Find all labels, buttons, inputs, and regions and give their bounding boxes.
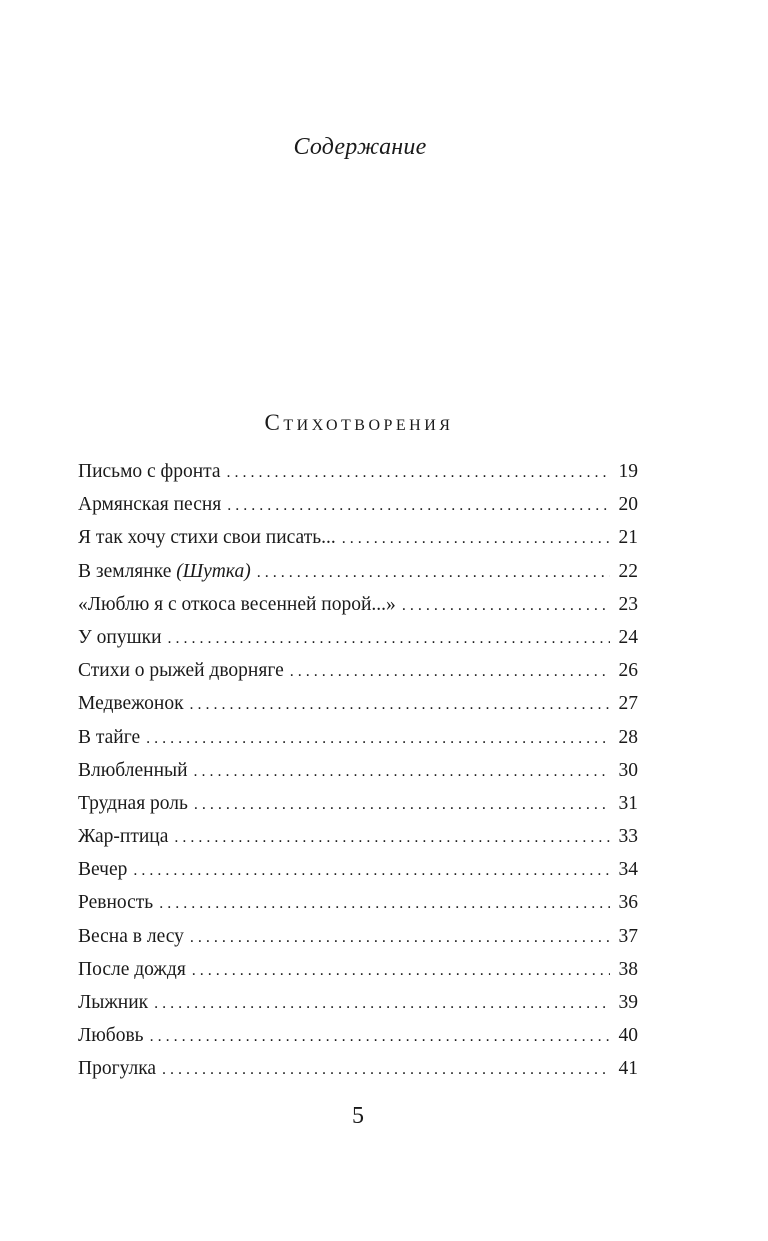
toc-entry-title: Вечер xyxy=(78,859,128,881)
toc-leader-dots xyxy=(159,887,610,920)
toc-entry[interactable] xyxy=(78,555,638,588)
toc-leader-dots xyxy=(133,854,610,887)
toc-entry-title: Армянская песня xyxy=(78,494,222,516)
toc-entry-subtitle: (Шутка) xyxy=(176,560,251,582)
toc-entry-page: 39 xyxy=(618,992,638,1013)
toc-entry-title: Ревность xyxy=(78,892,154,914)
toc-leader-dots xyxy=(190,921,610,954)
section-title: Стихотворения xyxy=(264,410,454,435)
toc-leader-dots xyxy=(342,522,610,555)
toc-entry[interactable] xyxy=(78,654,638,687)
page-number: 5 xyxy=(352,1103,364,1129)
toc-entry-page: 38 xyxy=(618,958,638,980)
toc-entry-page: 30 xyxy=(618,759,638,781)
toc-leader-dots xyxy=(227,489,610,522)
toc-entry[interactable] xyxy=(78,588,638,621)
toc-entry[interactable] xyxy=(78,1019,638,1052)
toc-entry-page: 21 xyxy=(618,527,638,549)
toc-entry-title: Письмо с фронта xyxy=(78,461,221,482)
toc-entry-page: 40 xyxy=(618,1025,638,1047)
toc-entry[interactable] xyxy=(78,754,638,787)
toc-entry-title: Трудная роль xyxy=(78,792,188,814)
toc-entry-title: Любовь xyxy=(78,1025,144,1047)
toc-leader-dots xyxy=(154,987,610,1020)
toc-leader-dots xyxy=(194,755,610,788)
toc-entry-page: 26 xyxy=(618,660,638,682)
toc-entry-page: 28 xyxy=(618,726,638,748)
toc-entry-page: 24 xyxy=(618,626,638,648)
toc-entry-page: 22 xyxy=(618,560,638,582)
toc-leader-dots xyxy=(227,456,610,489)
table-of-contents xyxy=(78,455,638,1086)
toc-entry-title: Жар-птица xyxy=(78,826,169,848)
toc-entry[interactable] xyxy=(78,621,638,654)
toc-entry-title: После дождя xyxy=(78,958,186,980)
toc-entry-title: Медвежонок xyxy=(78,693,184,715)
toc-entry-page: 31 xyxy=(618,792,638,814)
toc-entry-title: «Люблю я с откоса весенней порой...» xyxy=(78,593,396,615)
toc-entry-title: Весна в лесу xyxy=(78,925,184,947)
toc-entry[interactable] xyxy=(78,521,638,554)
toc-entry-title: Влюбленный xyxy=(78,759,188,781)
toc-entry-page: 36 xyxy=(618,892,638,914)
toc-leader-dots xyxy=(257,556,610,589)
toc-entry[interactable] xyxy=(78,986,638,1019)
toc-leader-dots xyxy=(150,1020,610,1053)
toc-entry-page: 27 xyxy=(618,693,638,715)
toc-entry[interactable] xyxy=(78,687,638,720)
toc-leader-dots xyxy=(146,722,610,755)
toc-entry-title: В тайге xyxy=(78,726,141,748)
toc-entry[interactable] xyxy=(78,953,638,986)
toc-entry-title: В землянке (Шутка) xyxy=(78,560,251,582)
toc-entry-page: 37 xyxy=(618,925,638,947)
toc-entry-title: У опушки xyxy=(78,626,162,648)
toc-entry[interactable] xyxy=(78,455,638,488)
toc-leader-dots xyxy=(192,954,610,987)
toc-entry-page: 20 xyxy=(618,494,638,516)
toc-entry-title: Я так хочу стихи свои писать... xyxy=(78,527,336,549)
toc-leader-dots xyxy=(194,788,610,821)
toc-entry[interactable] xyxy=(78,787,638,820)
toc-entry-page: 41 xyxy=(618,1058,638,1080)
toc-entry[interactable] xyxy=(78,920,638,953)
toc-entry[interactable] xyxy=(78,721,638,754)
page-title: Содержание xyxy=(293,134,427,160)
toc-leader-dots xyxy=(162,1053,610,1086)
toc-entry[interactable] xyxy=(78,488,638,521)
toc-entry-title: Лыжник xyxy=(78,992,149,1013)
toc-leader-dots xyxy=(174,821,610,854)
toc-leader-dots xyxy=(290,655,610,688)
toc-leader-dots xyxy=(402,589,610,622)
toc-entry-page: 34 xyxy=(618,859,638,881)
toc-entry[interactable] xyxy=(78,1052,638,1085)
toc-entry-page: 23 xyxy=(618,593,638,615)
toc-entry-page: 33 xyxy=(618,826,638,848)
toc-entry-title: Прогулка xyxy=(78,1058,157,1080)
toc-entry[interactable] xyxy=(78,853,638,886)
toc-leader-dots xyxy=(168,622,610,655)
toc-entry[interactable] xyxy=(78,820,638,853)
toc-entry[interactable] xyxy=(78,886,638,919)
toc-leader-dots xyxy=(190,688,610,721)
toc-entry-title: Стихи о рыжей дворняге xyxy=(78,660,284,682)
toc-entry-page: 19 xyxy=(618,461,638,482)
